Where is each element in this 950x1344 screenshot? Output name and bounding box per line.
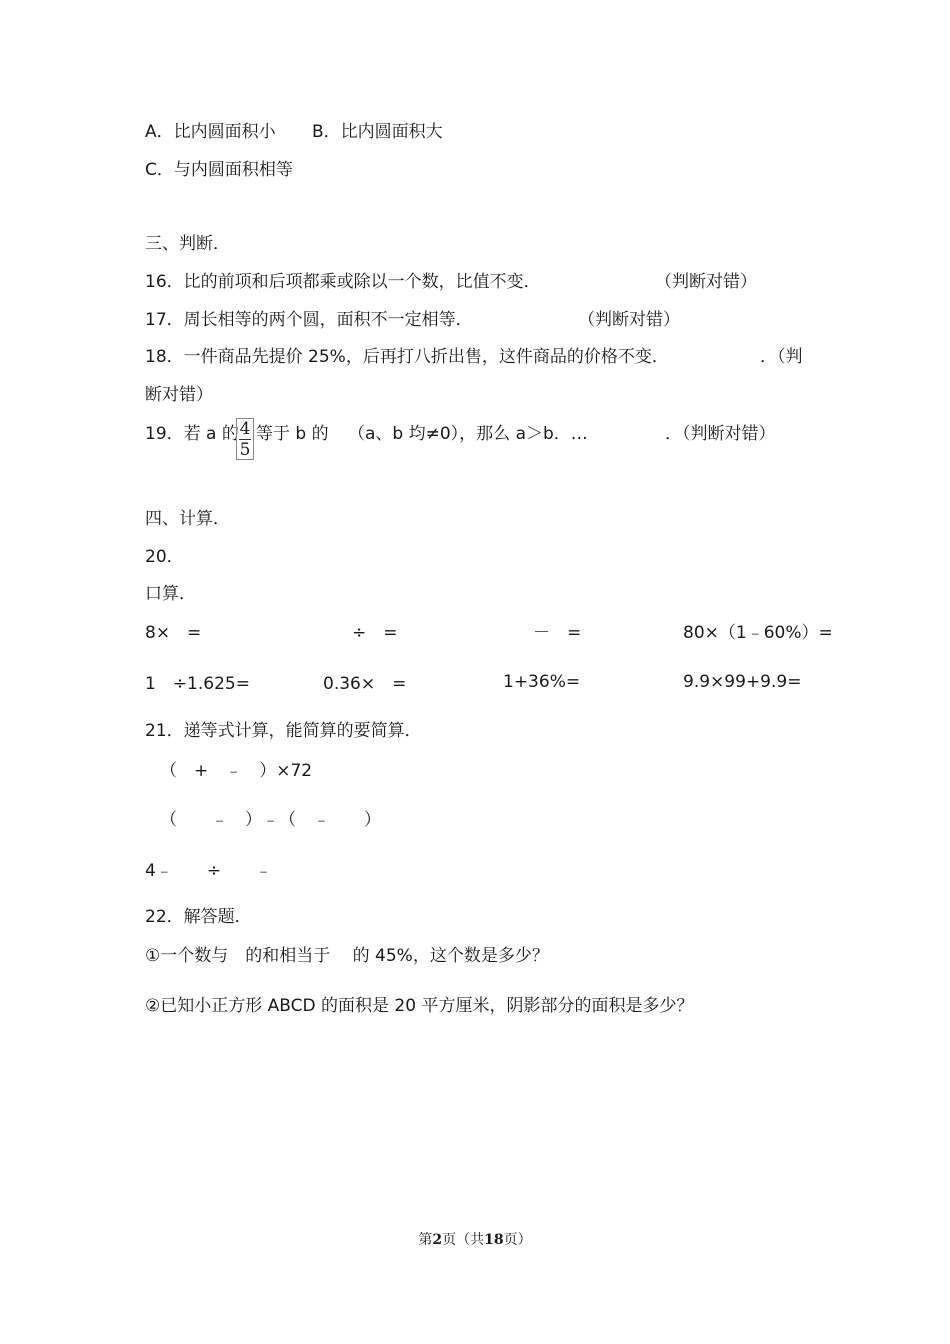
section-title-judgement: 三、判断． [145, 234, 230, 254]
option-b: B．比内圆面积大 [312, 122, 443, 142]
mental-calc-r1c2: ÷ = [352, 623, 398, 643]
question-17: 17．周长相等的两个圆，面积不一定相等． [145, 310, 473, 330]
question-18-line2: 断对错） [145, 385, 213, 405]
option-c: C．与内圆面积相等 [145, 160, 293, 180]
footer-page-number: 2 [432, 1232, 443, 1248]
question-21-title: 21．递等式计算，能简算的要简算． [145, 721, 422, 741]
question-21-expr2: （ ﹣ ）﹣（ ﹣ ） [160, 810, 381, 830]
question-20-number: 20． [145, 547, 184, 567]
question-19-part2: 等于 b 的 [256, 424, 329, 444]
question-21-expr3: 4﹣ ÷ ﹣ [145, 861, 273, 881]
fraction-numerator: 4 [239, 419, 251, 439]
question-20-subtitle: 口算． [145, 584, 196, 604]
question-16-tail: （判断对错） [655, 272, 757, 292]
page-footer [0, 1230, 950, 1250]
option-a: A．比内圆面积小 [145, 122, 276, 142]
footer-mid: 页（共 [442, 1232, 485, 1248]
mental-calc-r2c2: 0.36× = [323, 674, 407, 694]
question-16: 16．比的前项和后项都乘或除以一个数，比值不变． [145, 272, 541, 292]
question-22-part2: ②已知小正方形 ABCD 的面积是 20 平方厘米，阴影部分的面积是多少？ [145, 996, 694, 1016]
mental-calc-r2c4: 9.9×99+9.9= [683, 672, 802, 692]
question-19-part3: （a、b 均≠0），那么 a＞b．… [348, 424, 588, 444]
section-title-calculation: 四、计算． [145, 509, 230, 529]
mental-calc-r1c1: 8× = [145, 623, 202, 643]
question-17-tail: （判断对错） [578, 310, 680, 330]
mental-calc-r2c1: 1 ÷1.625= [145, 674, 250, 694]
footer-total-pages: 18 [484, 1232, 504, 1248]
question-19-tail: ．（判断对错） [665, 424, 776, 444]
question-22-title: 22．解答题． [145, 907, 252, 927]
footer-pre: 第 [418, 1232, 433, 1248]
question-18-tail: ．（判 [760, 347, 803, 367]
footer-post: 页） [503, 1232, 532, 1248]
fraction-denominator: 5 [239, 440, 251, 460]
mental-calc-r1c3: － = [533, 623, 582, 643]
question-22-part1: ①一个数与 的和相当于 的 45%，这个数是多少？ [145, 946, 549, 966]
fraction-four-fifths [236, 418, 254, 460]
question-18: 18．一件商品先提价 25%，后再打八折出售，这件商品的价格不变． [145, 347, 669, 367]
question-19-part1: 19．若 a 的 [145, 424, 239, 444]
mental-calc-r2c3: 1+36%= [503, 672, 581, 692]
question-21-expr1: （ + ﹣ ）×72 [160, 761, 313, 781]
mental-calc-r1c4: 80×（1﹣60%）= [683, 623, 833, 643]
